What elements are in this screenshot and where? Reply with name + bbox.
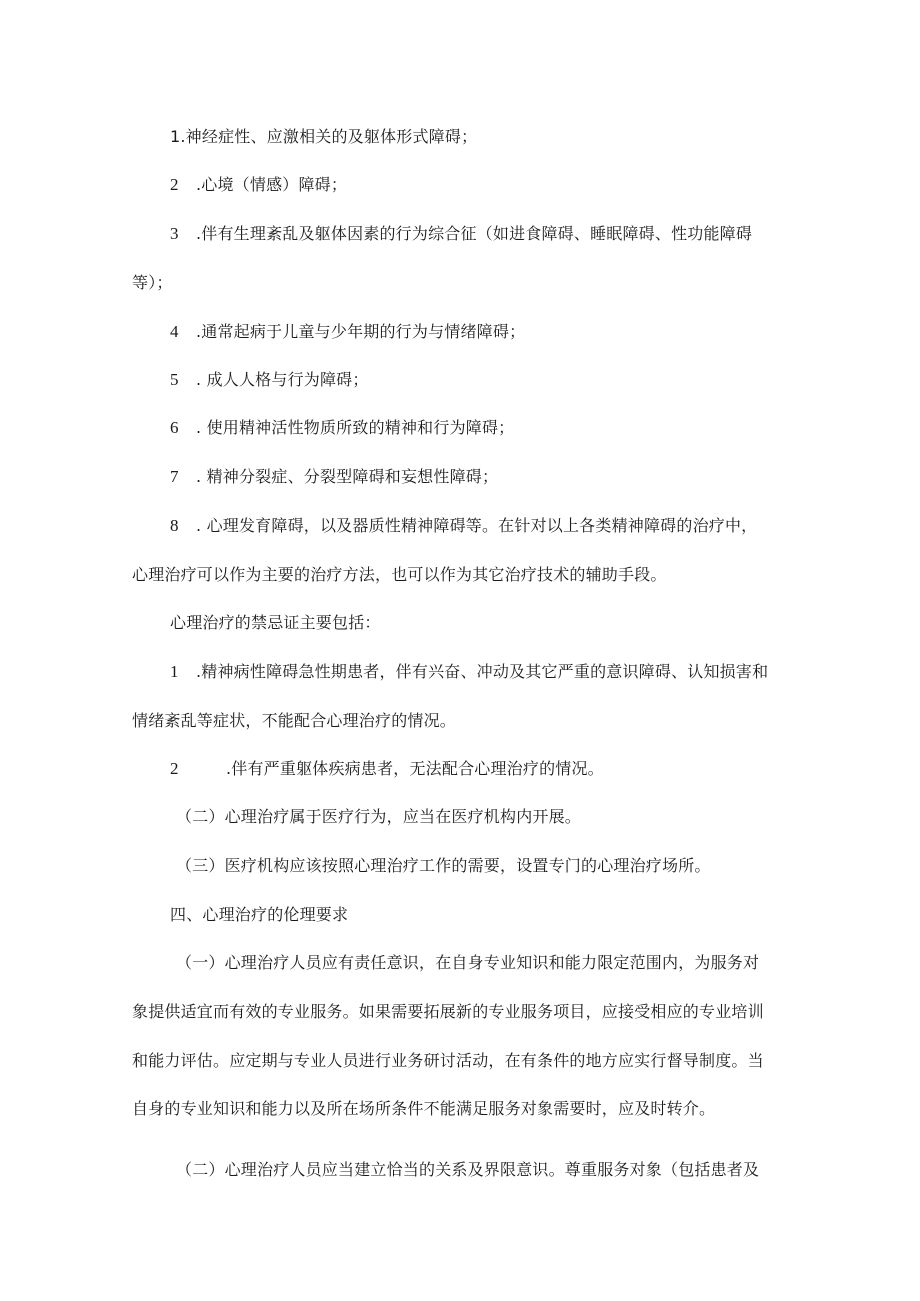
list-item <box>170 127 477 147</box>
paragraph-text: （三）医疗机构应该按照心理治疗工作的需要，设置专门的心理治疗场所。 <box>176 856 711 875</box>
list-item-text: . 精神分裂症、分裂型障碍和妄想性障碍； <box>196 467 499 486</box>
paragraph-continuation <box>132 1051 764 1071</box>
list-item-text: 情绪紊乱等症状，不能配合心理治疗的情况。 <box>132 711 457 730</box>
list-item-number: 6 <box>170 418 179 437</box>
list-item-text: . 成人人格与行为障碍； <box>196 370 369 389</box>
paragraph-text: （一）心理治疗人员应有责任意识，在自身专业知识和能力限定范围内，为服务对 <box>176 953 760 972</box>
list-item-number: 4 <box>170 322 179 341</box>
list-item <box>170 662 768 682</box>
list-item-continuation <box>132 711 456 731</box>
list-item <box>170 322 525 342</box>
section-title-text: 四、心理治疗的伦理要求 <box>170 905 349 924</box>
paragraph-text: 象提供适宜而有效的专业服务。如果需要拓展新的专业服务项目，应接受相应的专业培训 <box>132 1002 764 1021</box>
list-item-continuation <box>132 565 667 585</box>
paragraph <box>176 953 759 973</box>
list-item-text: .通常起病于儿童与少年期的行为与情绪障碍； <box>196 322 526 341</box>
list-item-text: .伴有严重躯体疾病患者，无法配合心理治疗的情况。 <box>226 759 604 778</box>
paragraph-continuation <box>132 1002 764 1022</box>
list-item <box>170 759 604 779</box>
paragraph-text: （二）心理治疗属于医疗行为，应当在医疗机构内开展。 <box>176 807 582 826</box>
list-item <box>170 175 347 195</box>
list-item-number: 8 <box>170 516 179 535</box>
list-item-number: 5 <box>170 370 179 389</box>
paragraph <box>176 856 711 876</box>
list-item-number: 3 <box>170 224 179 243</box>
paragraph <box>176 1160 759 1180</box>
list-item <box>170 467 498 487</box>
list-item-text: 1.神经症性、应激相关的及躯体形式障碍； <box>170 127 478 146</box>
paragraph-text: 和能力评估。应定期与专业人员进行业务研讨活动，在有条件的地方应实行督导制度。当 <box>132 1051 764 1070</box>
list-item-text: . 使用精神活性物质所致的精神和行为障碍； <box>196 418 515 437</box>
list-item-number: 2 <box>170 759 179 778</box>
list-item-text: 等）； <box>132 273 173 292</box>
list-item-text: .伴有生理紊乱及躯体因素的行为综合征（如进食障碍、睡眠障碍、性功能障碍 <box>196 224 753 243</box>
section-heading-text: 心理治疗的禁忌证主要包括： <box>170 613 381 632</box>
list-item <box>170 418 514 438</box>
list-item-text: 心理治疗可以作为主要的治疗方法，也可以作为其它治疗技术的辅助手段。 <box>132 565 667 584</box>
list-item-number: 2 <box>170 175 179 194</box>
paragraph <box>176 807 581 827</box>
list-item <box>170 224 752 244</box>
list-item-text: .精神病性障碍急性期患者，伴有兴奋、冲动及其它严重的意识障碍、认知损害和 <box>196 662 769 681</box>
paragraph-text: （二）心理治疗人员应当建立恰当的关系及界限意识。尊重服务对象（包括患者及 <box>176 1160 760 1179</box>
list-item-text: .心境（情感）障碍； <box>196 175 348 194</box>
list-item <box>170 370 369 390</box>
paragraph-text: 自身的专业知识和能力以及所在场所条件不能满足服务对象需要时，应及时转介。 <box>132 1099 716 1118</box>
section-heading <box>170 613 381 633</box>
paragraph-continuation <box>132 1099 715 1119</box>
list-item-text: . 心理发育障碍，以及器质性精神障碍等。在针对以上各类精神障碍的治疗中， <box>196 516 758 535</box>
section-title <box>170 905 348 925</box>
list-item-number: 1 <box>170 662 179 681</box>
list-item-continuation <box>132 273 173 293</box>
list-item-number: 7 <box>170 467 179 486</box>
list-item <box>170 516 757 536</box>
